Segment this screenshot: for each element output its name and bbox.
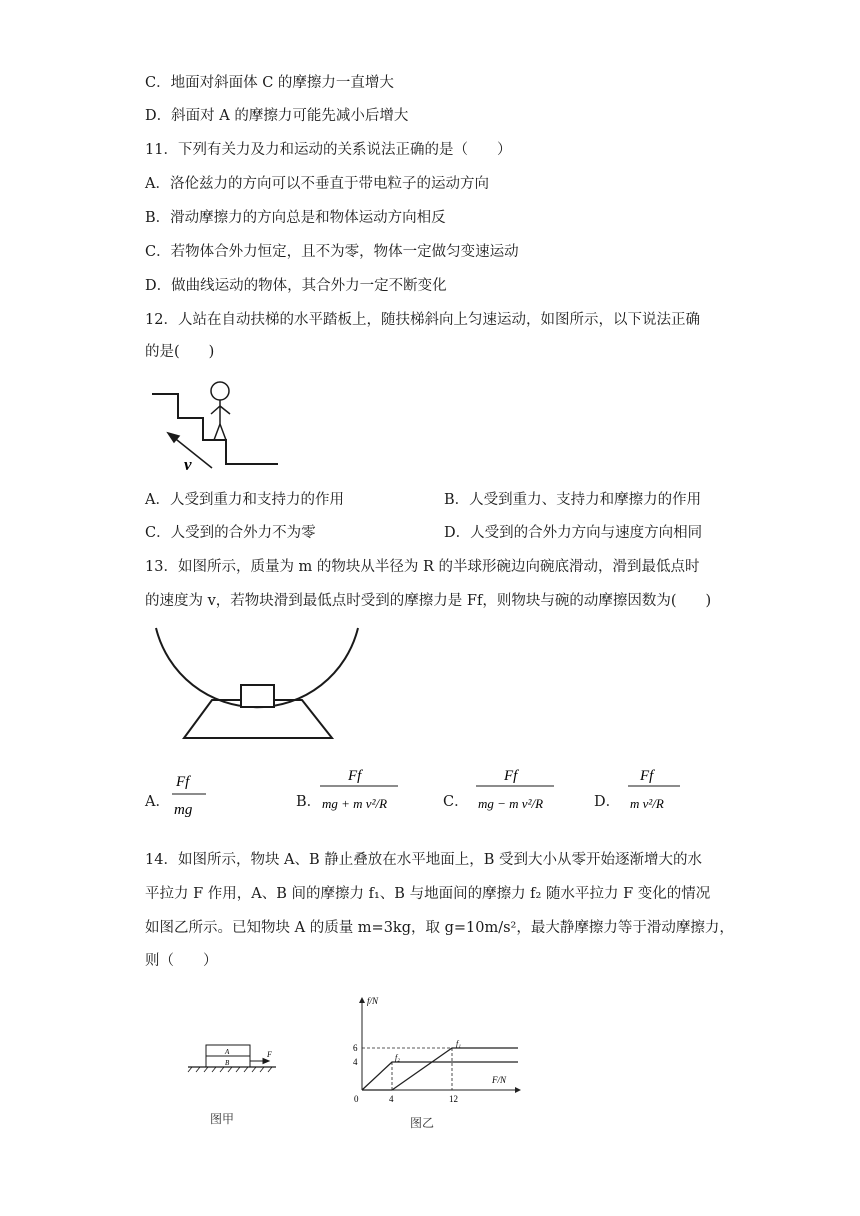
svg-text:Ff: Ff: [504, 768, 518, 784]
person-icon: [211, 382, 230, 440]
x-tick-label: 4: [389, 1094, 394, 1104]
svg-text:Ff: Ff: [176, 774, 190, 790]
q10-option-c: C．地面对斜面体 C 的摩擦力一直增大: [145, 75, 394, 91]
q13-option-a-label: A．: [145, 794, 170, 810]
q13-option-a-fraction: [170, 768, 210, 822]
q13-stem-line2: 的速度为 v，若物块滑到最低点时受到的摩擦力是 Ff，则物块与碗的动摩擦因数为( ): [145, 593, 712, 609]
q11-option-a: A．洛伦兹力的方向可以不垂直于带电粒子的运动方向: [145, 176, 489, 192]
q11-option-c: C．若物体合外力恒定，且不为零，物体一定做匀变速运动: [145, 244, 519, 260]
bowl-figure: [150, 624, 365, 744]
block-b-label: B: [225, 1059, 230, 1067]
blocks-figure: [186, 1040, 282, 1080]
force-label: F: [267, 1050, 272, 1059]
svg-text:Ff: Ff: [640, 768, 654, 784]
ground-hatch: [188, 1067, 272, 1072]
origin-label: 0: [354, 1094, 359, 1104]
svg-text:mg + m v²/R: mg + m v²/R: [322, 796, 388, 811]
svg-text:mg: mg: [174, 802, 193, 818]
svg-text:mg − m v²/R: mg − m v²/R: [478, 796, 544, 811]
q14-stem-line1: 14．如图所示，物块 A、B 静止叠放在水平地面上，B 受到大小从零开始逐渐增大的水: [145, 852, 703, 868]
q14-stem-line2: 平拉力 F 作用，A、B 间的摩擦力 f₁、B 与地面间的摩擦力 f₂ 随水平拉力 F 变化的情况: [145, 886, 711, 902]
q12-option-a: A．人受到重力和支持力的作用: [145, 492, 344, 508]
figure-a-caption: 图甲: [210, 1112, 235, 1126]
y-tick-label: 4: [353, 1057, 358, 1067]
q12-option-d: D．人受到的合外力方向与速度方向相同: [444, 525, 703, 541]
q13-option-b-fraction: [318, 764, 402, 834]
q10-option-d: D．斜面对 A 的摩擦力可能先减小后增大: [145, 108, 409, 124]
block-a-label: A: [225, 1048, 230, 1056]
svg-text:Ff: Ff: [348, 768, 362, 784]
q13-option-b-label: B．: [296, 794, 322, 810]
figure-b-caption: 图乙: [410, 1116, 435, 1130]
small-block: [241, 685, 274, 707]
series-f2-label: f₂: [395, 1053, 401, 1062]
x-axis-arrow-icon: [515, 1087, 521, 1093]
q12-stem-line2: 的是( ): [145, 344, 215, 360]
y-axis-arrow-icon: [359, 997, 365, 1003]
svg-text:m v²/R: m v²/R: [630, 796, 664, 811]
series-f1-label: f₁: [456, 1039, 462, 1048]
q13-option-d-label: D．: [594, 794, 621, 810]
x-tick-label: 12: [449, 1094, 458, 1104]
force-arrow-icon: [250, 1059, 269, 1064]
q11-option-d: D．做曲线运动的物体，其合外力一定不断变化: [145, 278, 447, 294]
velocity-label: v: [184, 455, 192, 470]
q11-stem: 11．下列有关力及力和运动的关系说法正确的是（ ）: [145, 142, 512, 158]
q12-option-c: C．人受到的合外力不为零: [145, 525, 316, 541]
x-axis-label: F/N: [492, 1075, 507, 1085]
q12-option-b: B．人受到重力、支持力和摩擦力的作用: [444, 492, 702, 508]
q11-option-b: B．滑动摩擦力的方向总是和物体运动方向相反: [145, 210, 446, 226]
q13-option-c-fraction: [474, 764, 558, 834]
q13-option-d-fraction: [626, 764, 686, 834]
q13-option-c-label: C．: [443, 794, 469, 810]
q13-stem-line1: 13．如图所示，质量为 m 的物块从半径为 R 的半球形碗边向碗底滑动，滑到最低点时: [145, 559, 700, 575]
y-axis-label: f/N: [367, 996, 379, 1006]
escalator-figure: [148, 378, 283, 470]
escalator-steps: [152, 394, 278, 464]
q14-stem-line3: 如图乙所示。已知物块 A 的质量 m=3kg，取 g=10m/s²，最大静摩擦力等于滑动摩擦力，: [145, 920, 734, 936]
q14-stem-line4: 则（ ）: [145, 953, 218, 969]
y-tick-label: 6: [353, 1043, 358, 1053]
q12-stem-line1: 12．人站在自动扶梯的水平踏板上，随扶梯斜向上匀速运动，如图所示，以下说法正确: [145, 312, 700, 328]
friction-chart: [340, 994, 525, 1110]
